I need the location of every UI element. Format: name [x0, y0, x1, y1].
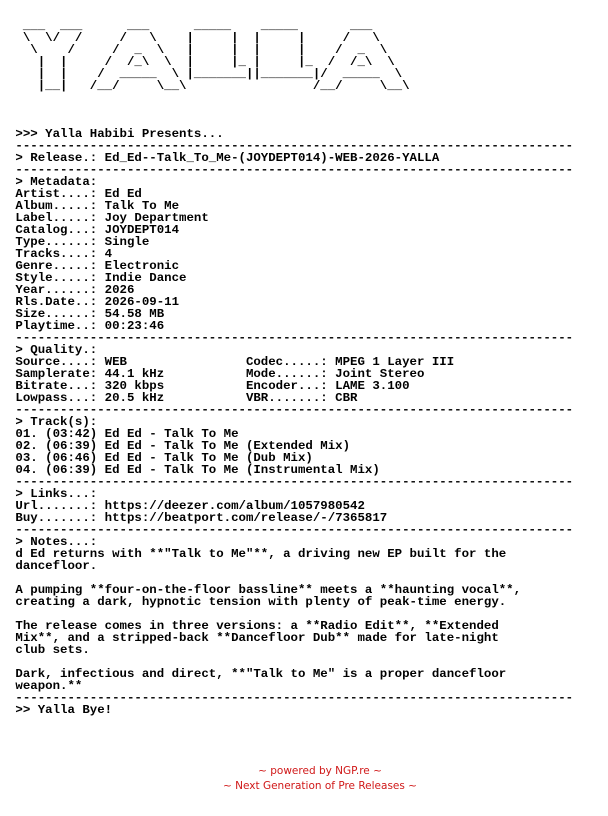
- nfo-line: Genre.....: Electronic: [8, 259, 180, 273]
- nfo-line: ---------------------------------------------------------------------------: [8, 523, 574, 537]
- nfo-line: | | / /_\ \ | |_ | |_ / /_\ \: [8, 55, 395, 69]
- nfo-line: | | / _____ \ |_______||_______|/ _____ \: [8, 67, 403, 81]
- nfo-line: 02. (06:39) Ed Ed - Talk To Me (Extended Mix): [8, 439, 351, 453]
- nfo-line: Bitrate...: 320 kbps Encoder...: LAME 3.100: [8, 379, 410, 393]
- nfo-line: club sets.: [8, 643, 90, 657]
- nfo-line: weapon.**: [8, 679, 83, 693]
- nfo-line: > Notes...:: [8, 535, 98, 549]
- nfo-line: Label.....: Joy Department: [8, 211, 209, 225]
- nfo-line: ---------------------------------------------------------------------------: [8, 403, 574, 417]
- nfo-line: >> Yalla Bye!: [8, 703, 113, 716]
- nfo-document: [8, 8, 604, 716]
- nfo-line: ---------------------------------------------------------------------------: [8, 139, 574, 153]
- nfo-line: 01. (03:42) Ed Ed - Talk To Me: [8, 427, 239, 441]
- nfo-line: \ \/ / / \ | | | | / \: [8, 31, 380, 45]
- nfo-line: creating a dark, hypnotic tension with plenty of peak-time energy.: [8, 595, 507, 609]
- nfo-line: > Links...:: [8, 487, 98, 501]
- nfo-line: Rls.Date..: 2026-09-11: [8, 295, 180, 309]
- nfo-line: Samplerate: 44.1 kHz Mode......: Joint Stereo: [8, 367, 425, 381]
- nfo-line: The release comes in three versions: a **Radio Edit**, **Extended: [8, 619, 499, 633]
- nfo-line: Artist....: Ed Ed: [8, 187, 142, 201]
- nfo-line: ---------------------------------------------------------------------------: [8, 331, 574, 345]
- nfo-line: Style.....: Indie Dance: [8, 271, 187, 285]
- nfo-line: ___ ___ ___ _____ _____ ___: [8, 19, 373, 33]
- nfo-line: dancefloor.: [8, 559, 98, 573]
- nfo-line: Tracks....: 4: [8, 247, 113, 261]
- nfo-line: > Quality.:: [8, 343, 98, 357]
- nfo-line: > Track(s):: [8, 415, 98, 429]
- powered-by-text: ~ powered by NGP.re ~: [258, 765, 382, 777]
- nfo-line: A pumping **four-on-the-floor bassline** meets a **haunting vocal**,: [8, 583, 522, 597]
- nfo-line: |__| /__/ \__\ /__/ \__\: [8, 79, 410, 93]
- nfo-line: 04. (06:39) Ed Ed - Talk To Me (Instrumental Mix): [8, 463, 380, 477]
- nfo-line: Lowpass...: 20.5 kHz VBR.......: CBR: [8, 391, 358, 405]
- nfo-line: Size......: 54.58 MB: [8, 307, 165, 321]
- nfo-line: > Release.: Ed_Ed--Talk_To_Me-(JOYDEPT014)-WEB-2026-YALLA: [8, 151, 440, 165]
- nfo-line: Dark, infectious and direct, **"Talk to Me" is a proper dancefloor: [8, 667, 507, 681]
- nfo-line: Mix**, and a stripped-back **Dancefloor Dub** made for late-night: [8, 631, 499, 645]
- nfo-line: \ / / _ \ | | | | / _ \: [8, 43, 388, 57]
- nfo-line: Type......: Single: [8, 235, 150, 249]
- nfo-line: Playtime..: 00:23:46: [8, 319, 165, 333]
- nfo-line: d Ed returns with **"Talk to Me"**, a driving new EP built for the: [8, 547, 507, 561]
- nfo-line: Source....: WEB Codec.....: MPEG 1 Layer III: [8, 355, 455, 369]
- nfo-line: Year......: 2026: [8, 283, 135, 297]
- nfo-line: Album.....: Talk To Me: [8, 199, 180, 213]
- tagline-text: ~ Next Generation of Pre Releases ~: [223, 780, 417, 792]
- nfo-line: ---------------------------------------------------------------------------: [8, 691, 574, 705]
- nfo-line: ---------------------------------------------------------------------------: [8, 475, 574, 489]
- nfo-line: ---------------------------------------------------------------------------: [8, 163, 574, 177]
- nfo-line: > Metadata:: [8, 175, 98, 189]
- nfo-line: 03. (06:46) Ed Ed - Talk To Me (Dub Mix): [8, 451, 313, 465]
- nfo-line: Catalog...: JOYDEPT014: [8, 223, 180, 237]
- nfo-line: Buy.......: https://beatport.com/release/-/7365817: [8, 511, 388, 525]
- nfo-line: >>> Yalla Habibi Presents...: [8, 127, 224, 141]
- nfo-line: Url.......: https://deezer.com/album/1057980542: [8, 499, 365, 513]
